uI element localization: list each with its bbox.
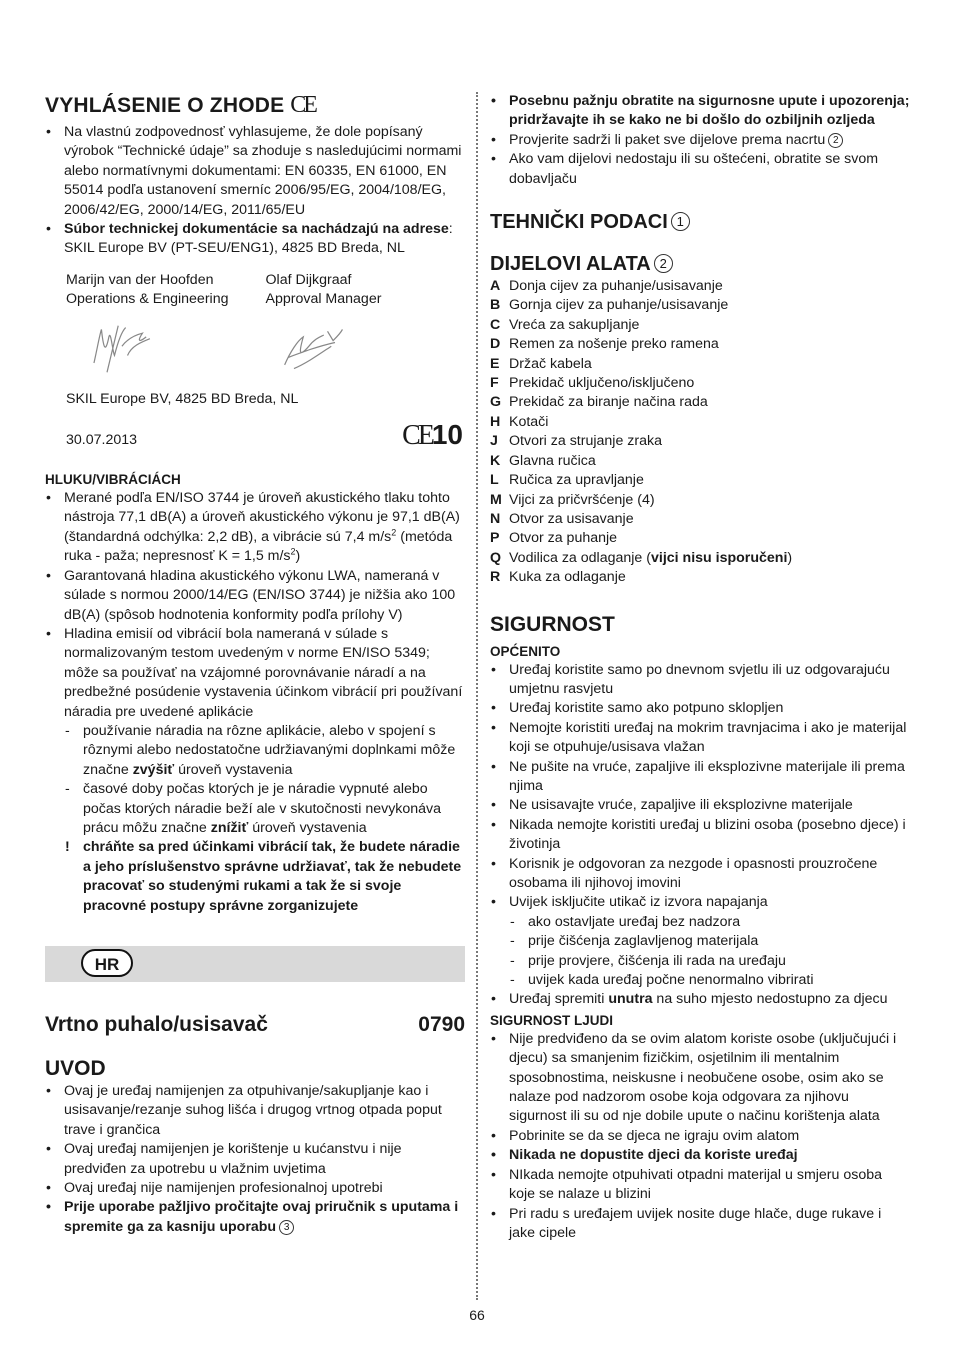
technical-file-item: • Súbor technickej dokumentácie sa nachádzajú na adrese: SKIL Europe BV (PT-SEU/ENG1), 4825 BD Breda, NL — [45, 220, 465, 259]
vibration-factor: - používanie náradia na rôzne aplikácie, alebo v spojení s rôznymi alebo nedostatočne udržiavanými doplnkami môže značne zvýšiť úroveň vystavenia — [64, 722, 465, 780]
part-item: H Kotači — [490, 413, 549, 430]
ce-mark-icon: CE — [290, 92, 315, 118]
safety-item: • NIkada nemojte otpuhivati otpadni materijal u smjeru osoba koje se nalaze u blizini — [490, 1166, 910, 1205]
part-item: E Držač kabela — [490, 355, 592, 372]
intro-item: • Posebnu pažnju obratite na sigurnosne upute i upozorenja; pridržavajte ih se kako ne bi došlo do ozbiljnih ozljeda — [490, 92, 910, 131]
part-item: D Remen za nošenje preko ramena — [490, 336, 719, 353]
vibration-factor: - časové doby počas ktorých je je náradie vypnuté alebo počas ktorých náradie beží ale v skutočnosti nevykonáva prácu môžu značne znížiť úroveň vystavenia — [64, 780, 465, 838]
product-header — [45, 1012, 465, 1038]
column-divider — [476, 92, 478, 1300]
language-badge: HR — [81, 949, 133, 977]
safety-item: • Uređaj koristite samo ako potpuno sklopljen — [490, 699, 910, 718]
figure-ref-icon: 2 — [828, 133, 843, 148]
figure-ref-icon: 1 — [671, 212, 690, 231]
safety-item: • Uvijek isključite utikač iz izvora napajanja — [490, 893, 910, 912]
safety-item: • Nikada nemojte koristiti uređaj u blizini osoba (posebno djece) i životinja — [490, 816, 910, 855]
safety-item: • Ne usisavajte vruće, zapaljive ili eksplozivne materijale — [490, 796, 910, 815]
right-column — [490, 92, 910, 1243]
noise-heading: HLUKU/VIBRÁCIÁCH — [45, 472, 181, 488]
parts-heading: DIJELOVI ALATA 2 — [490, 251, 910, 277]
page-number: 66 — [469, 1307, 485, 1323]
part-item: A Donja cijev za puhanje/usisavanje — [490, 278, 723, 295]
part-item: G Prekidač za biranje načina rada — [490, 394, 708, 411]
signature-images — [66, 316, 465, 382]
declaration-date: 30.07.2013 — [66, 431, 138, 448]
general-heading: OPĆENITO — [490, 643, 561, 659]
noise-item: • Hladina emisií od vibrácií bola nameraná v súlade s normalizovaným testom uvedeným v norme EN/ISO 5349; môže sa používať na vzájomné porovnávanie náradí a na predbežné posúdenie vystavenia účinkom vibrácií pri používaní náradia pre uvedené aplikácie — [45, 625, 465, 722]
safety-item: • Uređaj spremiti unutra na suho mjesto nedostupno za djecu — [490, 990, 910, 1009]
company-address: SKIL Europe BV, 4825 BD Breda, NL — [66, 390, 299, 407]
intro-list-continued — [490, 92, 910, 189]
declaration-item: • Na vlastnú zodpovednosť vyhlasujeme, že dole popísaný výrobok “Technické údaje” sa zhoduje s nasledujúcimi normami alebo normatívnymi dokumentami: EN 60335, EN 61000, EN 55014 podľa ustanovení smerníc 2006/95/EG, 2004/108/EG, 2006/42/EG, 2000/14/EG, 2011/65/EU — [45, 123, 465, 220]
part-item: L Ručica za upravljanje — [490, 472, 644, 489]
general-safety-list-end — [490, 990, 910, 1009]
part-item: M Vijci za pričvršćenje (4) — [490, 491, 655, 508]
general-safety-list — [490, 661, 910, 913]
intro-item: • Ovaj uređaj namijenjen je korištenje u kućanstvu i nije predviđen za upotrebu u vlažnim uvjetima — [45, 1140, 465, 1179]
part-item: Q Vodilica za odlaganje (vijci nisu isporučeni) — [490, 549, 793, 566]
product-title: Vrtno puhalo/usisavač — [45, 1013, 268, 1036]
ce-mark-year: CE10 — [402, 419, 463, 452]
tech-data-heading: TEHNIČKI PODACI 1 — [490, 209, 910, 235]
signatory-1-name: Marijn van der Hoofden — [66, 271, 214, 288]
unplug-condition: - prije provjere, čišćenja ili rada na uređaju — [509, 952, 910, 971]
date-row — [66, 421, 465, 450]
signatories — [66, 271, 465, 310]
signatory-1-role: Operations & Engineering — [66, 291, 229, 308]
figure-ref-icon: 2 — [654, 254, 673, 273]
intro-heading: UVOD — [45, 1057, 106, 1080]
safety-item: • Korisnik je odgovoran za nezgode i opasnosti prouzročene osobama ili njihovoj imovini — [490, 855, 910, 894]
vibration-factors — [64, 722, 465, 916]
safety-item: • Pri radu s uređajem uvijek nosite duge hlače, duge rukave i jake cipele — [490, 1205, 910, 1244]
part-item: R Kuka za odlaganje — [490, 569, 626, 586]
signatory-2-name: Olaf Dijkgraaf — [265, 271, 352, 288]
intro-item: • Ako vam dijelovi nedostaju ili su oštećeni, obratite se svom dobavljaču — [490, 150, 910, 189]
people-safety-list — [490, 1030, 910, 1243]
part-item: C Vreća za sakupljanje — [490, 316, 640, 333]
noise-item: • Garantovaná hladina akustického výkonu LWA, nameraná v súlade s normou 2000/14/EG (EN/ISO 3744) je nižšia ako 100 dB(A) (spôsob hodnotenia konformity podľa prílohy V) — [45, 567, 465, 625]
intro-item: • Ovaj uređaj nije namijenjen profesionalnoj upotrebi — [45, 1179, 465, 1198]
parts-list — [490, 277, 910, 549]
parts-list-tail — [490, 549, 910, 588]
people-safety-heading: SIGURNOST LJUDI — [490, 1012, 614, 1028]
part-item: K Glavna ručica — [490, 452, 596, 469]
signature-2-icon — [266, 316, 466, 382]
signature-1-icon — [66, 316, 266, 382]
intro-list — [45, 1082, 465, 1237]
safety-item: • Ne pušite na vruće, zapaljive ili eksplozivne materijale ili prema njima — [490, 758, 910, 797]
declaration-list — [45, 123, 465, 259]
part-item: B Gornja cijev za puhanje/usisavanje — [490, 297, 729, 314]
unplug-condition: - ako ostavljate uređaj bez nadzora — [509, 913, 910, 932]
intro-item: • Ovaj je uređaj namijenjen za otpuhivanje/sakupljanje kao i usisavanje/rezanje suhog lišća i drugog vrtnog otpada poput trave i grančica — [45, 1082, 465, 1140]
ce-mark-icon: CE — [402, 420, 432, 452]
safety-item: • Nije predviđeno da se ovim alatom koriste osobe (uključujući i djecu) sa smanjenim fizičkim, osjetilnim ili mentalnim sposobnostima, neiskusne i neobučene osobe, osim ako se nalaze pod nadzorom osobe koja odgovara za njihovu sigurnost ili su od nje dobile upute o načinu korištenja alata — [490, 1030, 910, 1127]
safety-item: • Nikada ne dopustite djeci da koriste uređaj — [490, 1146, 910, 1165]
unplug-condition: - uvijek kada uređaj počne nenormalno vibrirati — [509, 971, 910, 990]
safety-heading: SIGURNOST — [490, 612, 615, 636]
part-item: N Otvor za usisavanje — [490, 510, 634, 527]
safety-item: • Nemojte koristiti uređaj na mokrim travnjacima i ako je materijal koji se otpuhuje/usisava vlažan — [490, 719, 910, 758]
signatory-1 — [66, 271, 266, 310]
signatory-2 — [266, 271, 466, 310]
left-column — [45, 92, 465, 1237]
vibration-warning: ! chráňte sa pred účinkami vibrácií tak, že budete náradie a jeho príslušenstvo správne udržiavať, tak že nebudete pracovať so studenými rukami a tak že si svoje pracovné postupy správne zorganizujete — [64, 838, 465, 916]
safety-item: • Uređaj koristite samo po dnevnom svjetlu ili uz odgovarajuću umjetnu rasvjetu — [490, 661, 910, 700]
noise-item: • Merané podľa EN/ISO 3744 je úroveň akustického tlaku tohto nástroja 77,1 dB(A) a úroveň akustického výkonu je 97,1 dB(A) (štandardná odchýlka: 2,2 dB), a vibrácie sú 7,4 $m/s^2$ (metóda ruka - paža; nepresnosť K = 1,5 $m/s^2$) — [45, 489, 465, 567]
intro-item: • Provjerite sadrži li paket sve dijelove prema nacrtu 2 — [490, 131, 910, 150]
unplug-condition: - prije čišćenja zaglavljenog materijala — [509, 932, 910, 951]
intro-item: • Prije uporabe pažljivo pročitajte ovaj priručnik s uputama i spremite ga za kasniju uporabu 3 — [45, 1198, 465, 1237]
safety-item: • Pobrinite se da se djeca ne igraju ovim alatom — [490, 1127, 910, 1146]
language-bar — [45, 946, 465, 982]
product-code: 0790 — [418, 1013, 465, 1036]
signatory-2-role: Approval Manager — [265, 291, 382, 308]
unplug-conditions — [509, 913, 910, 991]
part-item: J Otvori za strujanje zraka — [490, 433, 662, 450]
noise-list — [45, 489, 465, 722]
declaration-heading: VYHLÁSENIE O ZHODE CE — [45, 92, 315, 118]
part-item: P Otvor za puhanje — [490, 530, 618, 547]
part-item: F Prekidač uključeno/isključeno — [490, 375, 695, 392]
figure-ref-icon: 3 — [279, 1220, 294, 1235]
